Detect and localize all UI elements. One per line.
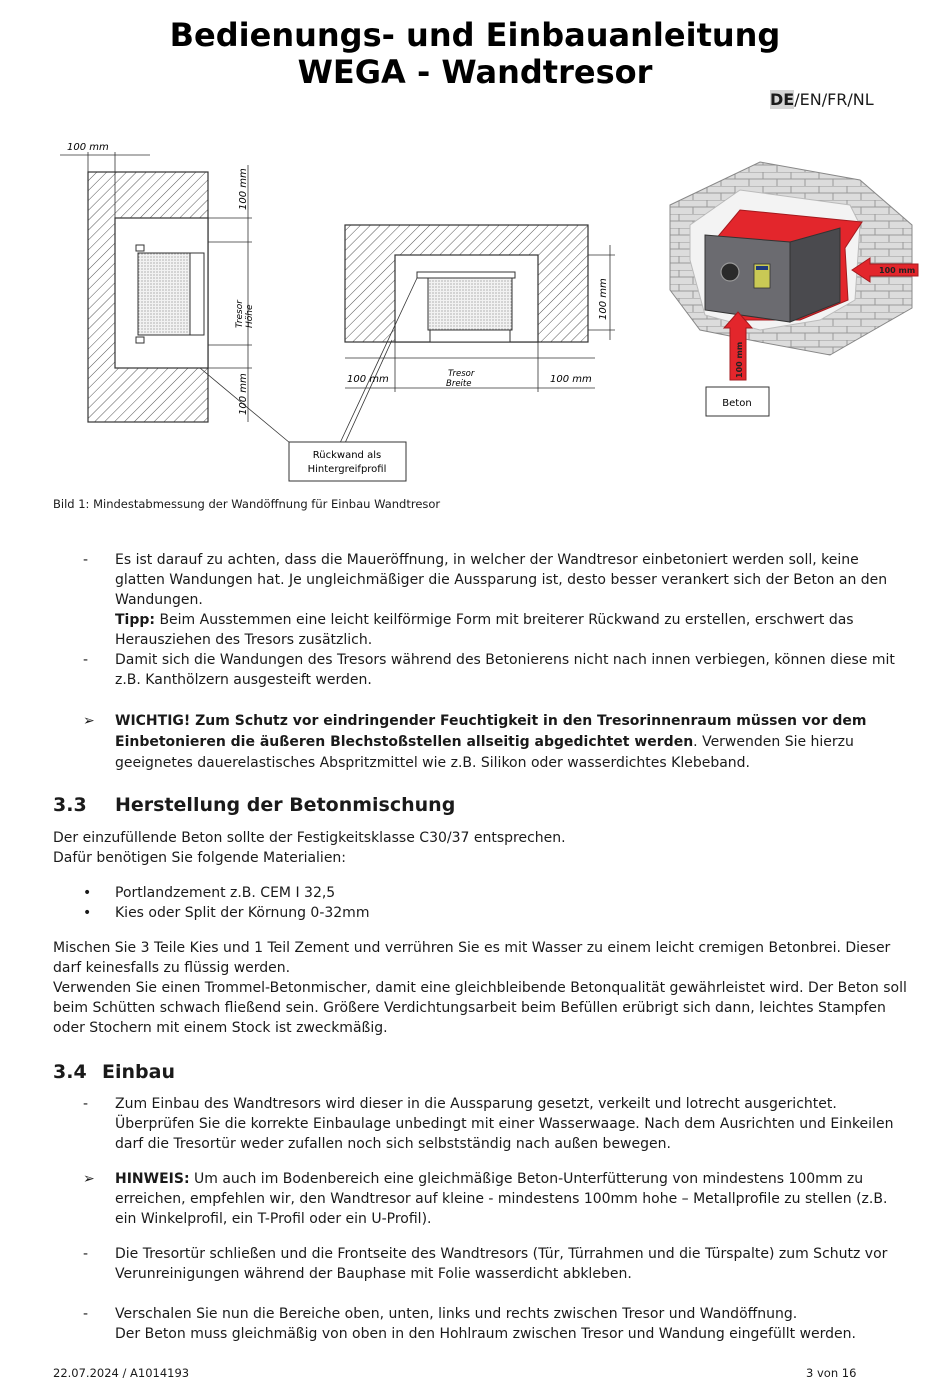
list-marker: - (83, 1096, 89, 1112)
side-section-drawing (60, 152, 252, 422)
intro-line-1: Der einzufüllende Beton sollte der Festigkeitsklasse C30/37 entsprechen. (53, 830, 566, 846)
list-item-text: Verschalen Sie nun die Bereiche oben, unten, links und rechts zwischen Tresor und Wandöffnung. (115, 1306, 798, 1322)
arrow-bottom-label: 100 mm (735, 341, 744, 378)
figure-caption: Bild 1: Mindestabmessung der Wandöffnung für Einbau Wandtresor (53, 497, 441, 511)
installation-figure (0, 130, 950, 500)
list-marker: - (83, 1246, 89, 1262)
footer-date-docnumber: 22.07.2024 / A1014193 (53, 1366, 190, 1380)
dim-left-mid: 100 mm (347, 374, 389, 385)
list-item-stiffening (53, 650, 910, 690)
list-marker: - (83, 652, 89, 668)
section-number: 3.4 (53, 1061, 87, 1083)
important-bold-text: Zum Schutz vor eindringender Feuchtigkeit in den Tresorinnenraum müssen vor dem Einbetonieren die äußeren Blechstoßstellen allseitig abgedichtet werden (115, 713, 867, 750)
top-section-drawing (200, 225, 615, 443)
tip-text: Beim Ausstemmen eine leicht keilförmige Form mit breiterer Rückwand zu erstellen, erschwert das Herausziehen des Tresors zusätzlich. (115, 612, 854, 648)
important-text: . Verwenden Sie hierzu geeignetes dauerelastisches Abspritzmittel wie z.B. Silikon oder wasserdichtes Klebeband. (115, 734, 854, 771)
section-number: 3.3 (53, 794, 87, 816)
hint-text: Um auch im Bodenbereich eine gleichmäßige Beton-Unterfütterung von mindestens 100mm zu erreichen, empfehlen wir, den Wandtresor auf kleine - mindestens 100mm hohe – Metallprofile zu stellen (z.B. ein Winkelprofil, ein T-Profil oder ein U-Profil). (115, 1171, 888, 1227)
dim-upper-left: 100 mm (238, 168, 249, 210)
list-item-wall-opening (53, 550, 910, 650)
dim-hoehe-label: Höhe (245, 304, 255, 328)
note-marker: ➢ (83, 1171, 95, 1187)
list-item-text: Damit sich die Wandungen des Tresors während des Betonierens nicht nach innen verbiegen, können diese mit z.B. Kanthölzern ausgesteift werden. (115, 652, 895, 688)
note-marker: ➢ (83, 713, 95, 729)
list-item-text: Es ist darauf zu achten, dass die Maueröffnung, in welcher der Wandtresor einbetoniert werden soll, keine glatten Wandungen hat. Je ungleichmäßiger die Aussparung ist, desto besser verankert sich der Beton an den Wandungen. (115, 552, 888, 608)
dim-lower-left: 100 mm (238, 373, 249, 415)
material-text: Portlandzement z.B. CEM I 32,5 (115, 885, 336, 901)
bullet-marker: • (83, 885, 92, 901)
material-item (53, 883, 910, 903)
list-item-formwork (53, 1304, 910, 1344)
important-note (53, 711, 910, 774)
hint-note (53, 1169, 910, 1229)
important-label: WICHTIG! (115, 713, 191, 729)
language-others: /EN/FR/NL (794, 90, 874, 109)
mixer-paragraph: Verwenden Sie einen Trommel-Betonmischer, damit eine gleichbleibende Betonqualität gewährleistet wird. Der Beton soll beim Schütten schwach fließend sein. Größere Verdichtungsarbeit beim Befüllen erübrigt sich dann, leichtes Stampfen oder Stochern mit einem Stock ist zweckmäßig. (53, 980, 907, 1036)
dim-tresor-width-label: Tresor (448, 369, 475, 379)
callout-rueckwand-line1: Rückwand als (312, 450, 382, 461)
list-marker: - (83, 552, 89, 568)
callout-rueckwand-line2: Hintergreifprofil (307, 464, 387, 475)
list-item-placement (53, 1094, 910, 1154)
section-title: Einbau (102, 1061, 175, 1083)
section-3-3-intro (53, 828, 910, 868)
list-item-text-2: Der Beton muss gleichmäßig von oben in den Hohlraum zwischen Tresor und Wandung eingefüllt werden. (115, 1326, 856, 1342)
section-heading-3-3 (53, 794, 455, 816)
document-title-line1: Bedienungs- und Einbauanleitung (169, 16, 781, 54)
section-heading-3-4 (53, 1061, 175, 1083)
list-item-cover-door (53, 1244, 910, 1284)
intro-line-2: Dafür benötigen Sie folgende Materialien: (53, 850, 347, 866)
language-current: DE (770, 90, 795, 109)
bullet-marker: • (83, 905, 92, 921)
callout-beton-label: Beton (722, 398, 752, 409)
section-title: Herstellung der Betonmischung (115, 794, 456, 816)
installation-drawing (0, 130, 950, 500)
material-text: Kies oder Split der Körnung 0-32mm (115, 905, 370, 921)
dim-top-left: 100 mm (67, 142, 109, 153)
document-title-line2: WEGA - Wandtresor (297, 53, 653, 91)
callout-rueckwand-box (289, 442, 406, 481)
list-item-text: Die Tresortür schließen und die Frontseite des Wandtresors (Tür, Türrahmen und die Türspalte) zum Schutz vor Verunreinigungen während der Bauphase mit Folie wasserdicht abkleben. (115, 1246, 888, 1282)
tip-label: Tipp: (115, 612, 155, 628)
mixing-paragraph: Mischen Sie 3 Teile Kies und 1 Teil Zement und verrühren Sie es mit Wasser zu einem leicht cremigen Betonbrei. Dieser darf keinesfalls zu flüssig werden. (53, 940, 891, 976)
dim-right-mid: 100 mm (550, 374, 592, 385)
dim-right-vertical: 100 mm (598, 278, 609, 320)
footer-page-number: 3 von 16 (806, 1366, 857, 1380)
dim-breite-label: Breite (446, 379, 472, 389)
arrow-right-label: 100 mm (879, 266, 916, 275)
dim-tresor-label: Tresor (235, 300, 245, 328)
language-selector (770, 90, 874, 109)
hint-label: HINWEIS: (115, 1171, 190, 1187)
list-marker: - (83, 1306, 89, 1322)
list-item-text: Zum Einbau des Wandtresors wird dieser in die Aussparung gesetzt, verkeilt und lotrecht ausgerichtet. Überprüfen Sie die korrekte Einbaulage unbedingt mit einer Wasserwaage. Nach dem Ausrichten und Einkeilen darf die Tresortür weder zufallen noch sich selbstständig nach außen bewegen. (115, 1096, 894, 1152)
material-item (53, 903, 910, 923)
